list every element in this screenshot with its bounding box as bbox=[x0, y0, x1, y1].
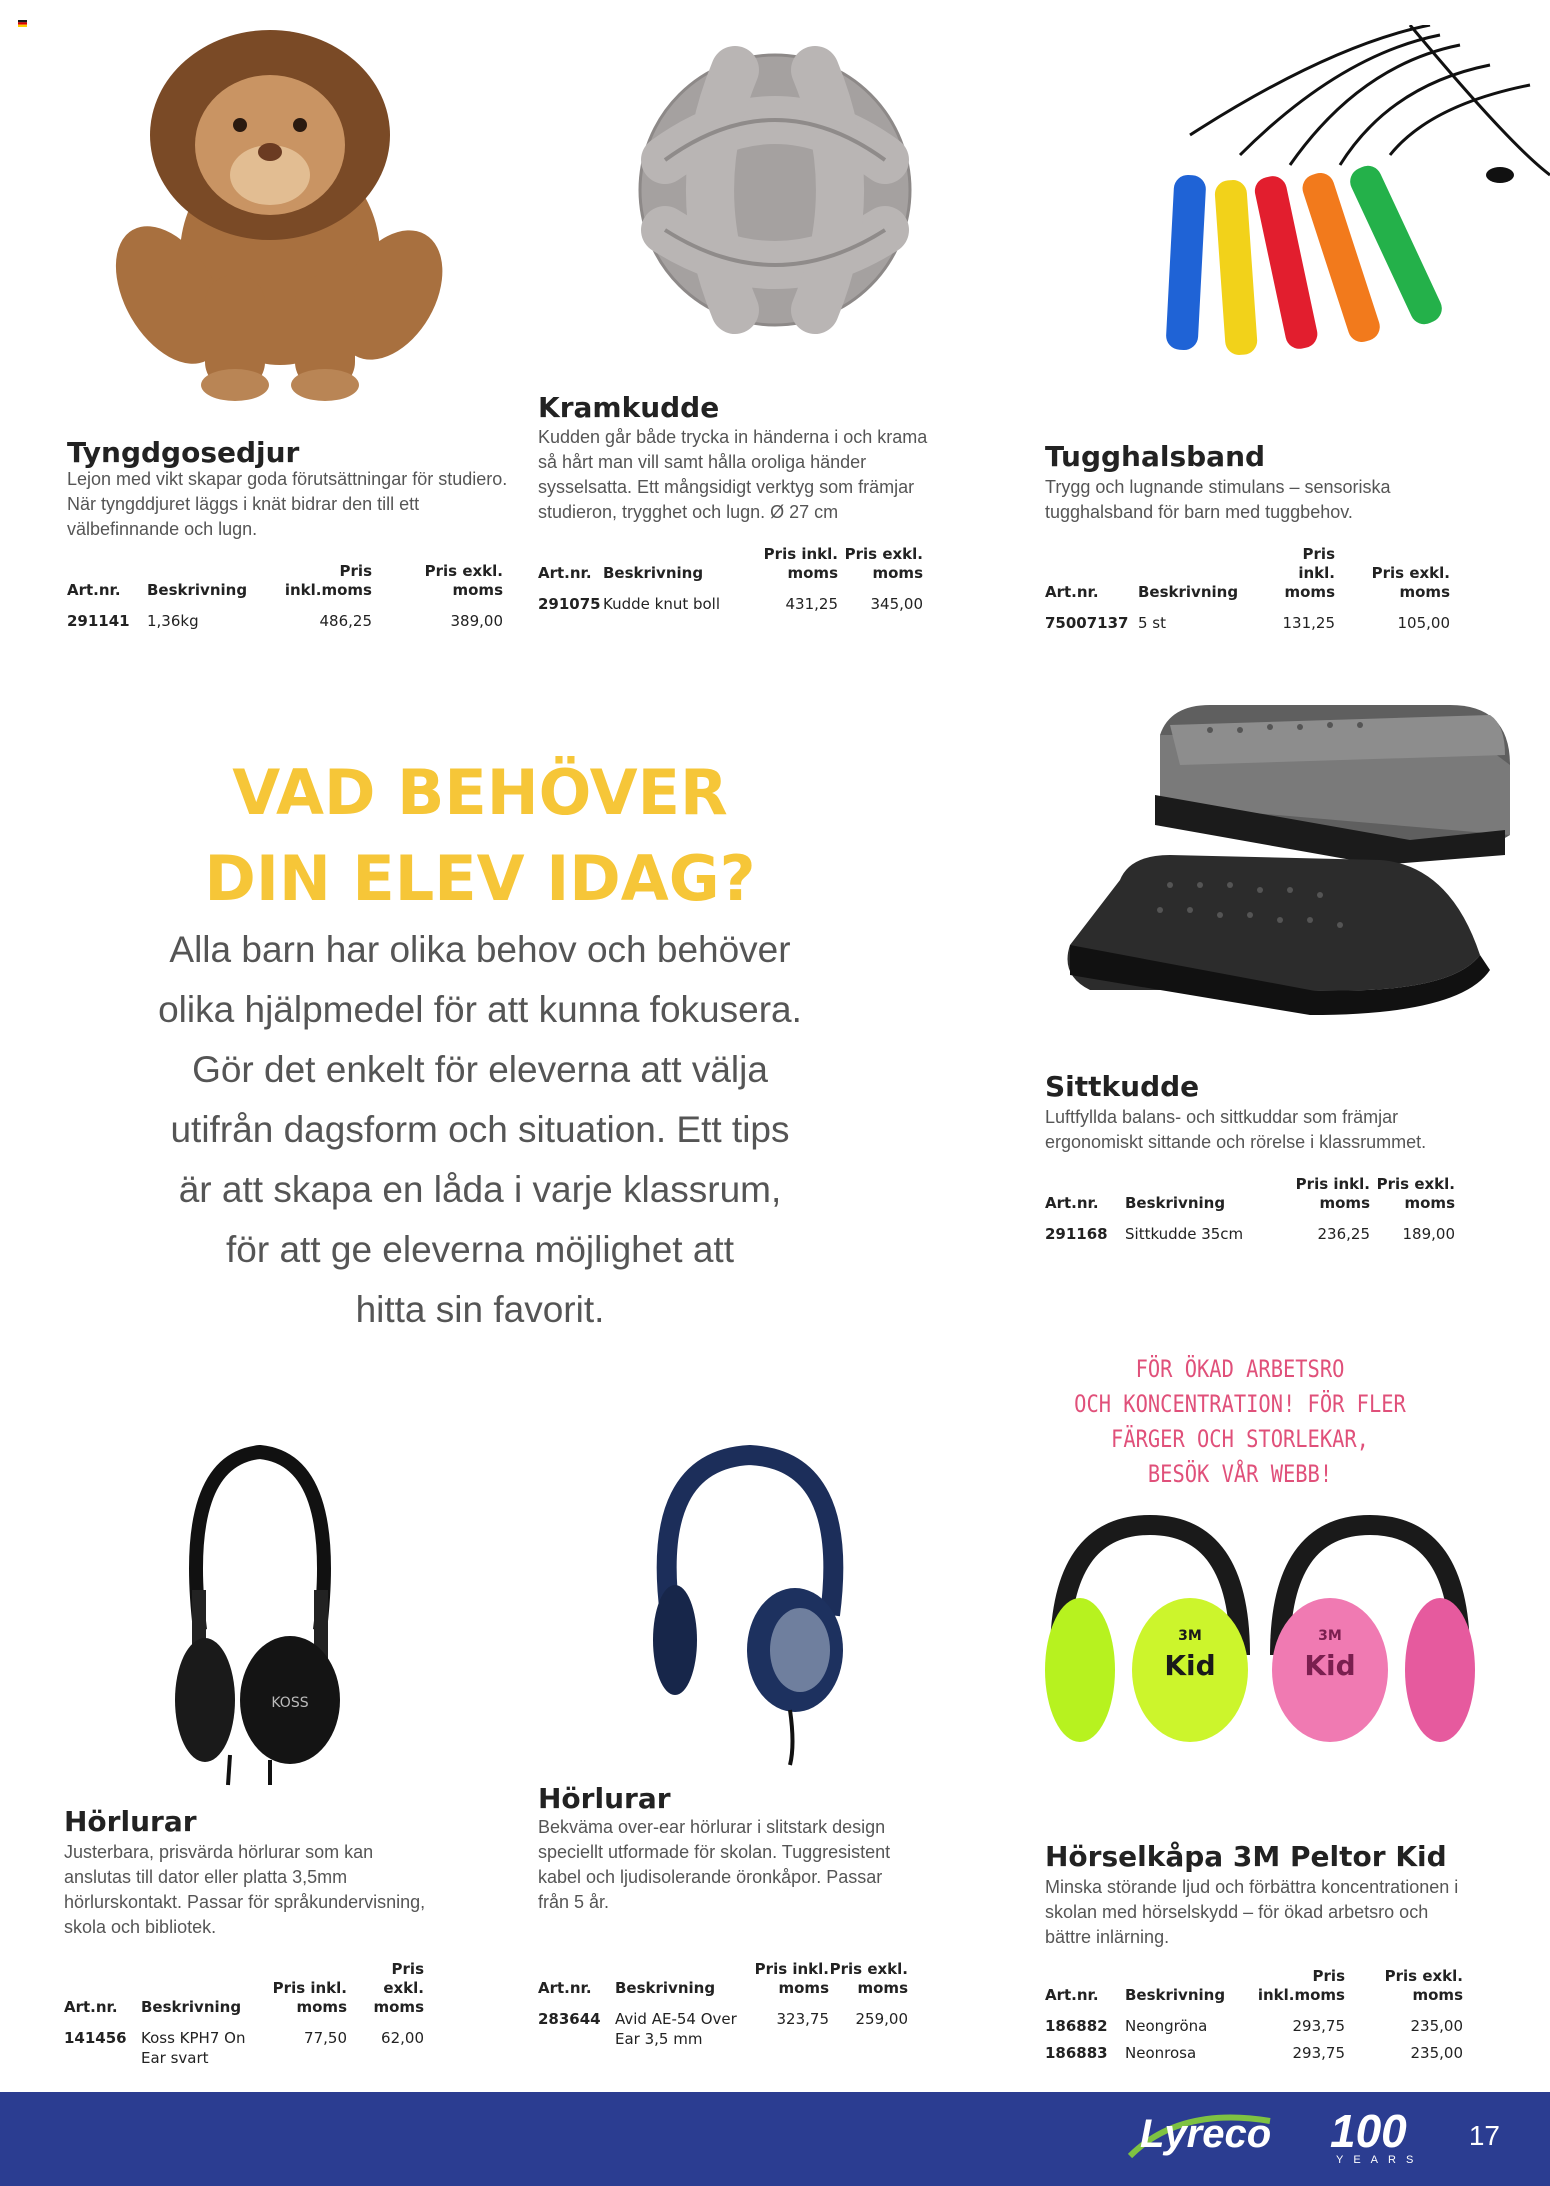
cell-art: 75007137 bbox=[1045, 614, 1129, 632]
lyreco-logo: Lyreco bbox=[1140, 2112, 1272, 2156]
knot-pillow-image bbox=[625, 40, 925, 340]
intro-line: hitta sin favorit. bbox=[355, 1289, 605, 1330]
intro-line: Gör det enkelt för eleverna att välja bbox=[192, 1049, 768, 1090]
col-header-price-excl: Pris exkl. moms bbox=[1376, 1175, 1455, 1212]
col-header-desc: Beskrivning bbox=[1125, 1986, 1226, 2004]
col-header-art: Art.nr. bbox=[1045, 583, 1099, 601]
cell-price-excl: 389,00 bbox=[450, 612, 503, 630]
col-header-price-excl: Pris exkl. moms bbox=[844, 545, 923, 582]
product-description-horlurar-koss: Justerbara, prisvärda hörlurar som kan anslutas till dator eller platta 3,5mm hörlurskontakt. Passar för språkundervisning, skola och bibliotek. bbox=[64, 1842, 426, 1937]
cell-price-excl: 345,00 bbox=[870, 595, 923, 613]
cell-art: 283644 bbox=[538, 2010, 601, 2028]
cell-price-excl: 189,00 bbox=[1402, 1225, 1455, 1243]
product-description-horlurar-avid: Bekväma over-ear hörlurar i slitstark design speciellt utformade för skolan. Tuggresistent kabel och ljudisolerande öronkåpor. Passar från 5 år. bbox=[538, 1817, 891, 1912]
cell-desc: Avid AE-54 Over Ear 3,5 mm bbox=[615, 2010, 737, 2048]
col-header-price-incl: Pris inkl. moms bbox=[1284, 545, 1335, 601]
product-title-sittkudde: Sittkudde bbox=[1045, 1070, 1200, 1103]
col-header-art: Art.nr. bbox=[1045, 1194, 1099, 1212]
cell-price-incl: 236,25 bbox=[1317, 1225, 1370, 1243]
intro-line: är att skapa en låda i varje klassrum, bbox=[178, 1169, 782, 1210]
lion-plush-image bbox=[80, 25, 480, 405]
spec-table-sittkudde bbox=[1045, 1175, 1455, 1248]
product-description-sittkudde: Luftfyllda balans- och sittkuddar som främjar ergonomiskt sittande och rörelse i klassrummet. bbox=[1045, 1107, 1427, 1152]
col-header-price-incl: Pris inkl. moms bbox=[754, 1960, 829, 1997]
table-row bbox=[1045, 2040, 1463, 2067]
product-title-tyngdgosedjur: Tyngdgosedjur bbox=[67, 436, 300, 469]
table-row bbox=[1045, 610, 1450, 637]
col-header-desc: Beskrivning bbox=[1138, 583, 1239, 601]
anniversary-years: YEARS bbox=[1336, 2154, 1424, 2166]
flag-icon bbox=[18, 20, 27, 27]
koss-logo: KOSS bbox=[271, 1695, 309, 1711]
col-header-price-excl: Pris exkl. moms bbox=[373, 1960, 424, 2016]
cell-art: 186883 bbox=[1045, 2044, 1108, 2062]
col-header-price-excl: Pris exkl. moms bbox=[829, 1960, 908, 1997]
product-title-kramkudde: Kramkudde bbox=[538, 391, 720, 424]
anniversary-logo: 100 bbox=[1330, 2105, 1407, 2157]
col-header-price-excl: Pris exkl. moms bbox=[1371, 564, 1450, 601]
spec-table-horlurar-avid bbox=[538, 1960, 908, 2053]
cell-art: 186882 bbox=[1045, 2017, 1108, 2035]
cell-price-incl: 293,75 bbox=[1292, 2017, 1345, 2035]
cell-desc: Kudde knut boll bbox=[603, 595, 721, 613]
cell-art: 291075 bbox=[538, 595, 601, 613]
promo-line: FÖR ÖKAD ARBETSRO bbox=[1135, 1355, 1345, 1383]
table-row bbox=[1045, 2013, 1463, 2040]
col-header-price-excl: Pris exkl. moms bbox=[1384, 1967, 1463, 2004]
table-row bbox=[1045, 1221, 1455, 1248]
col-header-desc: Beskrivning bbox=[141, 1998, 242, 2016]
headline-line-2: DIN ELEV IDAG? bbox=[204, 842, 756, 915]
cell-price-incl: 431,25 bbox=[785, 595, 838, 613]
table-row bbox=[538, 591, 923, 618]
cell-price-incl: 486,25 bbox=[319, 612, 372, 630]
intro-line: utifrån dagsform och situation. Ett tips bbox=[170, 1109, 790, 1150]
cell-desc: 1,36kg bbox=[147, 612, 199, 630]
col-header-desc: Beskrivning bbox=[603, 564, 704, 582]
col-header-desc: Beskrivning bbox=[615, 1979, 716, 1997]
cell-price-incl: 77,50 bbox=[304, 2029, 347, 2047]
koss-headphones-image bbox=[160, 1440, 360, 1790]
cell-desc: Koss KPH7 On Ear svart bbox=[141, 2029, 246, 2067]
col-header-art: Art.nr. bbox=[538, 1979, 592, 1997]
col-header-desc: Beskrivning bbox=[1125, 1194, 1226, 1212]
balance-cushion-image bbox=[1050, 695, 1520, 1055]
cell-price-excl: 105,00 bbox=[1397, 614, 1450, 632]
col-header-art: Art.nr. bbox=[538, 564, 592, 582]
peltor-kid-label: Kid bbox=[1304, 1649, 1356, 1682]
cell-desc: Neongröna bbox=[1125, 2017, 1208, 2035]
cell-price-incl: 323,75 bbox=[776, 2010, 829, 2028]
promo-text bbox=[1070, 1352, 1410, 1492]
spec-table-horlurar-koss bbox=[64, 1960, 424, 2072]
promo-line: OCH KONCENTRATION! FÖR FLER bbox=[1074, 1390, 1406, 1418]
product-description-tugghalsband: Trygg och lugnande stimulans – sensoriska tugghalsband för barn med tuggbehov. bbox=[1045, 477, 1391, 522]
promo-line: FÄRGER OCH STORLEKAR, bbox=[1111, 1425, 1369, 1453]
col-header-desc: Beskrivning bbox=[147, 581, 248, 599]
spec-table-tyngdgosedjur bbox=[67, 562, 503, 635]
headline bbox=[70, 750, 890, 922]
col-header-price-incl: Pris inkl. moms bbox=[763, 545, 838, 582]
col-header-price-incl: Pris inkl. moms bbox=[272, 1979, 347, 2016]
cell-desc: 5 st bbox=[1138, 614, 1167, 632]
table-row bbox=[64, 2025, 424, 2072]
col-header-price-incl: Pris inkl.moms bbox=[1257, 1967, 1345, 2004]
intro-line: olika hjälpmedel för att kunna fokusera. bbox=[158, 989, 802, 1030]
product-description-kramkudde: Kudden går både trycka in händerna i och krama så hårt man vill samt hålla oroliga händer sysselsatta. Ett mångsidigt verktyg som främjar studieron, trygghet och lugn. Ø 27 cm bbox=[538, 427, 928, 522]
peltor-3m-label: 3M bbox=[1318, 1628, 1342, 1644]
cell-price-incl: 293,75 bbox=[1292, 2044, 1345, 2062]
chew-necklace-image bbox=[1130, 25, 1550, 365]
col-header-price-incl: Pris inkl.moms bbox=[284, 562, 372, 599]
avid-headphones-image bbox=[640, 1445, 860, 1770]
peltor-kid-label: Kid bbox=[1164, 1649, 1216, 1682]
col-header-price-excl: Pris exkl. moms bbox=[424, 562, 503, 599]
cell-price-excl: 62,00 bbox=[381, 2029, 424, 2047]
col-header-art: Art.nr. bbox=[1045, 1986, 1099, 2004]
cell-price-excl: 259,00 bbox=[855, 2010, 908, 2028]
headline-line-1: VAD BEHÖVER bbox=[232, 756, 728, 829]
cell-price-excl: 235,00 bbox=[1410, 2044, 1463, 2062]
product-title-tugghalsband: Tugghalsband bbox=[1045, 440, 1266, 473]
table-row bbox=[67, 608, 503, 635]
intro-line: Alla barn har olika behov och behöver bbox=[169, 929, 791, 970]
intro-text bbox=[60, 920, 900, 1340]
cell-price-incl: 131,25 bbox=[1282, 614, 1335, 632]
product-description-tyngdgosedjur: Lejon med vikt skapar goda förutsättningar för studiero. När tyngddjuret läggs i knät bidrar den till ett välbefinnande och lugn. bbox=[67, 469, 508, 539]
spec-table-kramkudde bbox=[538, 545, 923, 618]
cell-art: 291141 bbox=[67, 612, 130, 630]
spec-table-peltor bbox=[1045, 1967, 1463, 2067]
peltor-earmuffs-image bbox=[1040, 1505, 1490, 1755]
col-header-price-incl: Pris inkl. moms bbox=[1295, 1175, 1370, 1212]
spec-table-tugghalsband bbox=[1045, 545, 1450, 637]
product-title-peltor: Hörselkåpa 3M Peltor Kid bbox=[1045, 1840, 1447, 1873]
table-row bbox=[538, 2006, 908, 2053]
product-title-horlurar-koss: Hörlurar bbox=[64, 1805, 197, 1838]
peltor-3m-label: 3M bbox=[1178, 1628, 1202, 1644]
col-header-art: Art.nr. bbox=[67, 581, 121, 599]
cell-art: 291168 bbox=[1045, 1225, 1108, 1243]
cell-price-excl: 235,00 bbox=[1410, 2017, 1463, 2035]
product-title-horlurar-avid: Hörlurar bbox=[538, 1782, 671, 1815]
cell-art: 141456 bbox=[64, 2029, 127, 2047]
col-header-art: Art.nr. bbox=[64, 1998, 118, 2016]
product-description-peltor: Minska störande ljud och förbättra koncentrationen i skolan med hörselskydd – för ökad arbetsro och bättre inlärning. bbox=[1045, 1877, 1459, 1947]
promo-line: BESÖK VÅR WEBB! bbox=[1147, 1460, 1333, 1488]
cell-desc: Neonrosa bbox=[1125, 2044, 1197, 2062]
page-number: 17 bbox=[1468, 2120, 1500, 2151]
cell-desc: Sittkudde 35cm bbox=[1125, 1225, 1244, 1243]
intro-line: för att ge eleverna möjlighet att bbox=[225, 1229, 734, 1270]
footer-bar bbox=[0, 2092, 1550, 2186]
